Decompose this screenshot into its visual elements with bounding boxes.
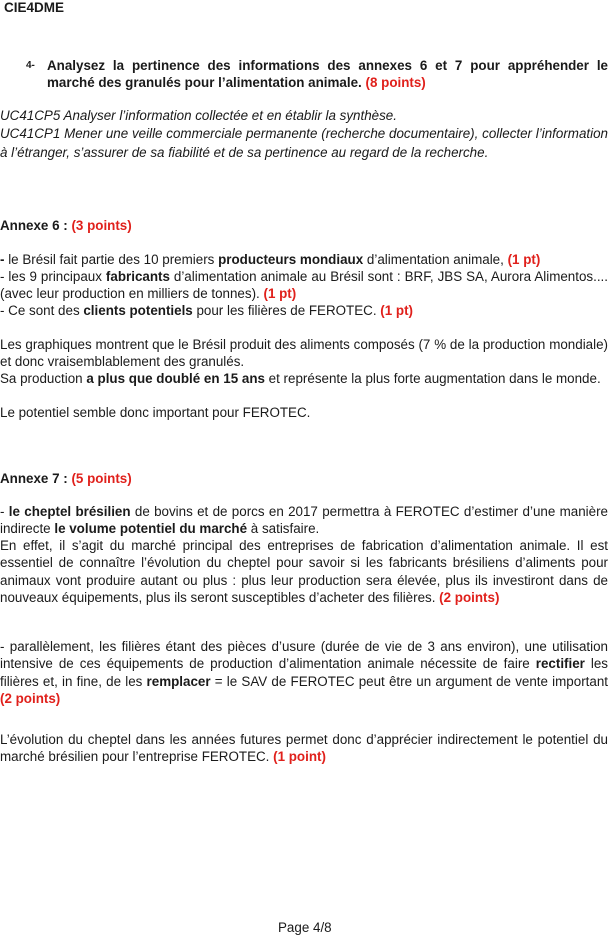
question-text <box>47 57 608 91</box>
points-badge: (2 points) <box>439 589 500 605</box>
competence-uc41cp1: UC41CP1 Mener une veille commerciale permanente (recherche documentaire), collecter l’information à l’étranger, s’assurer de sa fiabilité et de sa pertinence au regard de la recherche. <box>0 126 608 160</box>
competence-uc41cp5: UC41CP5 Analyser l’information collectée et en établir la synthèse. <box>0 108 397 123</box>
text-segment: En effet, il s’agit du marché principal des entreprises de fabrication d’alimentation animale. Il est essentiel de connaître l’évolution du cheptel pour savoir si les fabricants brésiliens d’aliments pour animaux vont produire autant ou plus : plus leur production sera élevée, plus ils investiront dans de nouveaux équipements, plus ils seront susceptibles d’acheter des filières. <box>0 538 608 605</box>
remplacer-emphasis: remplacer <box>146 673 211 689</box>
text-segment: de bovins et de porcs en 2017 permettra à FEROTEC d’estimer d’une manière indirecte <box>0 504 608 536</box>
question-text-body: Analysez la pertinence des informations des annexes 6 et 7 pour appréhender le marché des granulés pour l’alimentation animale. <box>47 58 608 90</box>
annexe6-bullet-producteurs <box>0 251 608 268</box>
volume-emphasis: le volume potentiel du marché <box>54 521 248 536</box>
question-number: 4- <box>26 60 35 71</box>
cheptel-emphasis: le cheptel brésilien <box>8 504 131 519</box>
bullet-dash: - <box>0 252 5 267</box>
text-segment: - les 9 principaux <box>0 269 106 284</box>
text-segment: - Ce sont des <box>0 303 84 318</box>
clients-potentiels-emphasis: clients potentiels <box>83 303 193 318</box>
annexe7-title: Annexe 7 : <box>0 471 68 486</box>
producteurs-mondiaux-emphasis: producteurs mondiaux <box>218 252 364 267</box>
annexe7-paragraph-marche <box>0 537 608 606</box>
doubled-emphasis: a plus que doublé en 15 ans <box>86 371 265 386</box>
annexe6-paragraph-potentiel: Le potentiel semble donc important pour FEROTEC. <box>0 405 311 420</box>
annexe6-bullet-clients <box>0 302 608 319</box>
text-segment: d’alimentation animale, <box>363 252 508 267</box>
annexe6-paragraph-graphiques: Les graphiques montrent que le Brésil produit des aliments composés (7 % de la production mondiale) et donc vraisemblablement des granulés. <box>0 337 608 369</box>
text-segment: pour les filières de FEROTEC. <box>192 303 381 318</box>
points-badge: (2 points) <box>0 690 61 706</box>
text-segment: les filières et, in fine, de les <box>0 656 608 689</box>
question-points: (8 points) <box>365 75 426 90</box>
text-segment: - <box>0 504 9 519</box>
annexe7-heading <box>0 471 132 486</box>
text-segment: et représente la plus forte augmentation dans le monde. <box>264 371 601 386</box>
text-segment: - parallèlement, les filières étant des pièces d’usure (durée de vie de 3 ans environ), une utilisation intensive de ces équipements de production d’alimentation animale nécessite de faire <box>0 639 608 672</box>
document-header-code: CIE4DME <box>4 0 65 15</box>
annexe6-title: Annexe 6 : <box>0 218 68 233</box>
annexe7-paragraph-conclusion <box>0 731 608 766</box>
text-segment: le Brésil fait partie des 10 premiers <box>4 252 219 267</box>
annexe6-heading <box>0 218 132 233</box>
text-segment: L’évolution du cheptel dans les années futures permet donc d’apprécier indirectement le potentiel du marché brésilien pour l’entreprise FEROTEC. <box>0 732 608 765</box>
annexe7-paragraph-cheptel <box>0 503 608 537</box>
page-number: Page 4/8 <box>278 920 332 935</box>
points-badge: (1 pt) <box>263 286 297 301</box>
points-badge: (1 pt) <box>380 303 414 318</box>
points-badge: (1 point) <box>273 749 326 765</box>
text-segment: Sa production <box>0 371 87 386</box>
text-segment: d’alimentation animale au Brésil sont : BRF, JBS SA, Aurora Alimentos.... (avec leur production en milliers de tonnes). <box>0 269 608 301</box>
rectifier-emphasis: rectifier <box>535 656 585 672</box>
annexe6-bullet-fabricants <box>0 268 608 302</box>
fabricants-emphasis: fabricants <box>105 269 170 284</box>
points-badge: (1 pt) <box>507 252 541 267</box>
annexe7-points: (5 points) <box>71 471 132 486</box>
text-segment: à satisfaire. <box>247 521 320 536</box>
annexe6-points: (3 points) <box>71 218 132 233</box>
text-segment: = le SAV de FEROTEC peut être un argument de vente important <box>210 673 608 689</box>
annexe7-paragraph-filieres <box>0 638 608 707</box>
annexe6-paragraph-production <box>0 370 608 387</box>
